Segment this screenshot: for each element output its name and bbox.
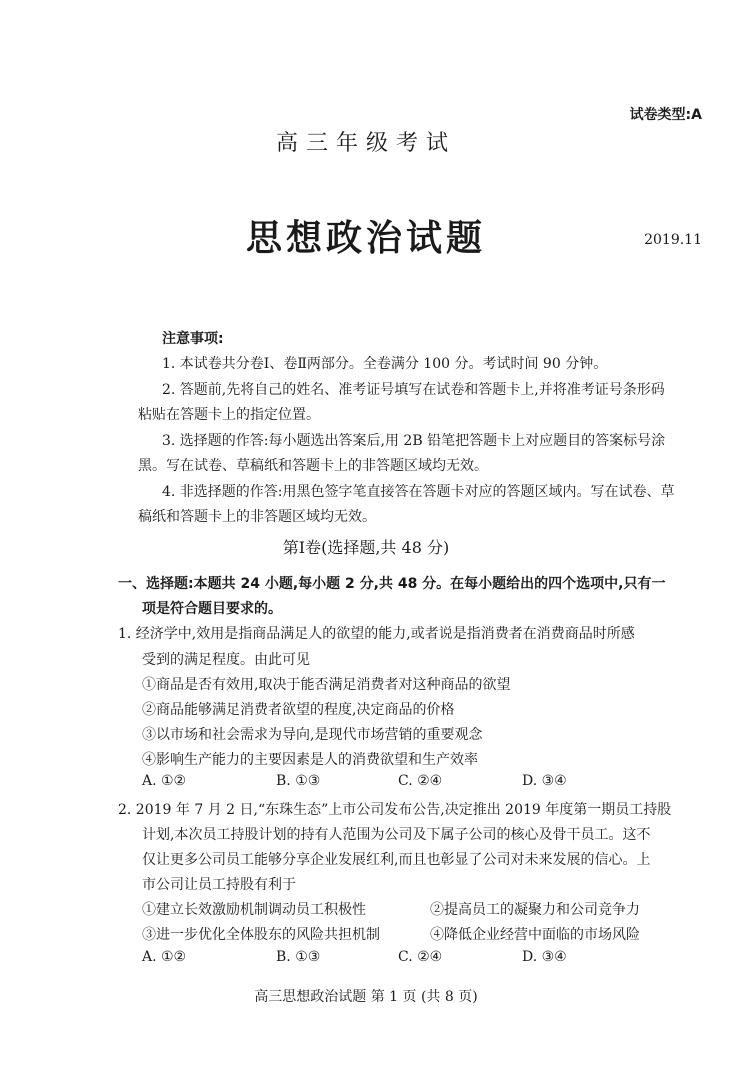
notice-line: 稿纸和答题卡上的非答题区域均无效。: [138, 509, 376, 525]
question-statement: ②提高员工的凝聚力和公司竞争力: [430, 902, 640, 918]
grade-title: 高三年级考试: [275, 131, 456, 156]
option-b: B. ①③: [276, 773, 321, 789]
notice-line: 粘贴在答题卡上的指定位置。: [138, 407, 320, 423]
question-stem: 2. 2019 年 7 月 2 日,“东珠生态”上市公司发布公告,决定推出 2019 年度第一期员工持股: [118, 802, 672, 818]
notice-line: 黑。写在试卷、草稿纸和答题卡上的非答题区域均无效。: [138, 458, 488, 474]
notice-line: 3. 选择题的作答:每小题选出答案后,用 2B 铅笔把答题卡上对应题目的答案标号涂: [162, 433, 666, 449]
question-statement: ①商品是否有效用,取决于能否满足消费者对这种商品的欲望: [142, 677, 511, 693]
notice-line: 4. 非选择题的作答:用黑色签字笔直接答在答题卡对应的答题区域内。写在试卷、草: [162, 484, 675, 500]
notice-title: 注意事项:: [162, 331, 224, 347]
question-stem: 受到的满足程度。由此可见: [142, 652, 310, 668]
option-d: D. ③④: [522, 773, 567, 789]
option-b: B. ①③: [276, 949, 321, 965]
question-stem: 仅让更多公司员工能够分享企业发展红利,而且也彰显了公司对未来发展的信心。上: [142, 852, 651, 868]
option-c: C. ②④: [398, 773, 443, 789]
option-d: D. ③④: [522, 949, 567, 965]
question-statement: ④降低企业经营中面临的市场风险: [430, 927, 640, 943]
section-instruction: 一、选择题:本题共 24 小题,每小题 2 分,共 48 分。在每小题给出的四个选项中,只有一: [118, 576, 666, 592]
question-statement: ②商品能够满足消费者欲望的程度,决定商品的价格: [142, 702, 455, 718]
notice-line: 2. 答题前,先将自己的姓名、准考证号填写在试卷和答题卡上,并将准考证号条形码: [162, 382, 665, 398]
option-c: C. ②④: [398, 949, 443, 965]
notice-line: 1. 本试卷共分卷Ⅰ、卷Ⅱ两部分。全卷满分 100 分。考试时间 90 分钟。: [162, 356, 608, 372]
question-stem: 市公司让员工持股有利于: [142, 877, 296, 893]
question-statement: ③进一步优化全体股东的风险共担机制: [142, 927, 380, 943]
option-a: A. ①②: [142, 949, 187, 965]
page-title: 思想政治试题: [245, 217, 486, 259]
question-statement: ④影响生产能力的主要因素是人的消费欲望和生产效率: [142, 752, 478, 768]
option-a: A. ①②: [142, 773, 187, 789]
section-instruction: 项是符合题目要求的。: [142, 601, 282, 617]
question-statement: ①建立长效激励机制调动员工积极性: [142, 902, 366, 918]
page-footer: 高三思想政治试题 第 1 页 (共 8 页): [254, 989, 478, 1005]
question-stem: 计划,本次员工持股计划的持有人范围为公司及下属子公司的核心及骨干员工。这不: [142, 827, 651, 843]
section-title: 第Ⅰ卷(选择题,共 48 分): [282, 538, 450, 557]
exam-date: 2019.11: [644, 232, 702, 248]
paper-type-label: 试卷类型:A: [629, 107, 702, 123]
question-stem: 1. 经济学中,效用是指商品满足人的欲望的能力,或者说是指消费者在消费商品时所感: [118, 626, 635, 642]
question-statement: ③以市场和社会需求为导向,是现代市场营销的重要观念: [142, 727, 483, 743]
